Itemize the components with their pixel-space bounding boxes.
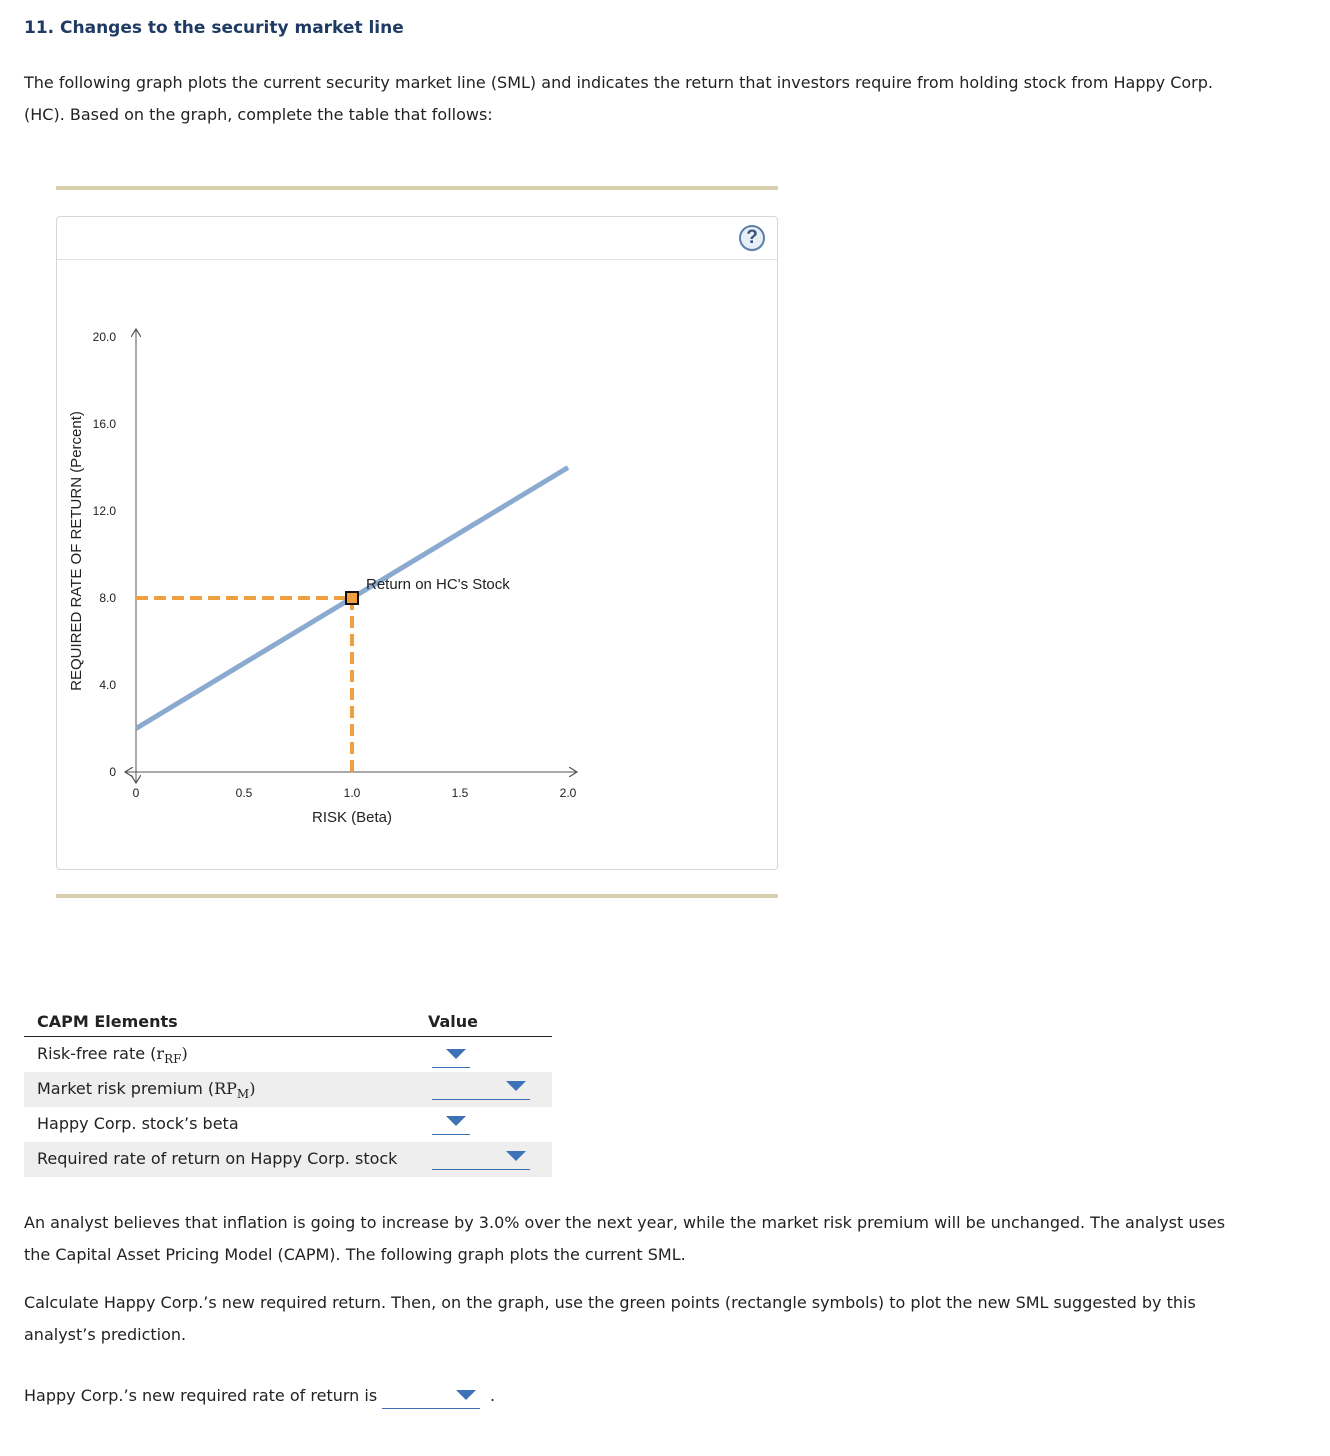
table-row-risk-free (24, 1037, 552, 1072)
table-row-market-risk-premium (24, 1072, 552, 1107)
new-required-return-dropdown[interactable] (382, 1386, 480, 1409)
table-row-required-return (24, 1142, 552, 1177)
chart-marks (136, 468, 568, 773)
chevron-down-icon (446, 1049, 466, 1059)
y-axis-label: REQUIRED RATE OF RETURN (Percent) (68, 411, 85, 691)
page-title: 11. Changes to the security market line (24, 18, 404, 38)
y-tick-label: 12.0 (92, 504, 116, 518)
table-header (24, 1008, 552, 1037)
chevron-down-icon (506, 1081, 526, 1091)
intro-paragraph (24, 67, 1213, 131)
analyst-line-2: the Capital Asset Pricing Model (CAPM). The following graph plots the current SML. (24, 1245, 686, 1264)
help-icon[interactable]: ? (739, 225, 765, 251)
y-tick-label: 8.0 (99, 591, 116, 605)
bottom-divider (56, 894, 778, 898)
x-tick-label: 1.5 (451, 786, 469, 800)
capm-table (24, 1008, 552, 1177)
chevron-down-icon (446, 1116, 466, 1126)
row-label: Risk-free rate $(r_{RF})$ (37, 1044, 188, 1066)
hc-stock-point[interactable] (346, 592, 358, 604)
analyst-paragraph (24, 1207, 1225, 1271)
y-tick-label: 0 (109, 765, 116, 779)
final-label: Happy Corp.’s new required rate of return is (24, 1386, 378, 1405)
instruction-paragraph (24, 1287, 1196, 1351)
point-annotation: Return on HC's Stock (366, 576, 510, 593)
top-divider (56, 186, 778, 190)
market-risk-premium-dropdown[interactable] (432, 1077, 530, 1100)
table-row-beta (24, 1107, 552, 1142)
y-tick-label: 4.0 (99, 678, 116, 692)
row-label: Happy Corp. stock’s beta (37, 1114, 239, 1133)
risk-free-dropdown[interactable] (432, 1045, 470, 1068)
x-axis-label: RISK (Beta) (311, 809, 393, 826)
header-elements: CAPM Elements (37, 1012, 178, 1031)
x-tick-label: 2.0 (559, 786, 577, 800)
x-tick-label: 1.0 (343, 786, 361, 800)
y-tick-label: 16.0 (92, 417, 116, 431)
row-label: Required rate of return on Happy Corp. stock (37, 1149, 398, 1168)
analyst-line-1: An analyst believes that inflation is going to increase by 3.0% over the next year, while the market risk premium will be unchanged. The analyst uses (24, 1213, 1226, 1232)
final-question (24, 1386, 496, 1405)
chevron-down-icon (456, 1390, 476, 1400)
x-tick-label: 0.5 (235, 786, 253, 800)
x-tick-label: 0 (132, 786, 140, 800)
chevron-down-icon (506, 1151, 526, 1161)
graph-panel (56, 216, 778, 870)
x-tick-labels (133, 786, 577, 800)
intro-line-2: (HC). Based on the graph, complete the table that follows: (24, 105, 493, 124)
final-period: . (490, 1386, 496, 1405)
row-label: Market risk premium $(RP_M)$ (37, 1079, 256, 1101)
sml-chart[interactable] (57, 217, 777, 869)
intro-line-1: The following graph plots the current security market line (SML) and indicates the return that investors require from holding stock from Happy Corp. (24, 73, 1213, 92)
y-tick-label: 20.0 (92, 330, 116, 344)
instruction-line-1: Calculate Happy Corp.’s new required return. Then, on the graph, use the green points (rectangle symbols) to plot the new SML suggested by this (24, 1293, 1196, 1312)
header-value: Value (428, 1012, 479, 1031)
y-tick-labels (93, 330, 117, 779)
instruction-line-2: analyst’s prediction. (24, 1325, 187, 1344)
beta-dropdown[interactable] (432, 1112, 470, 1135)
required-return-dropdown[interactable] (432, 1147, 530, 1170)
